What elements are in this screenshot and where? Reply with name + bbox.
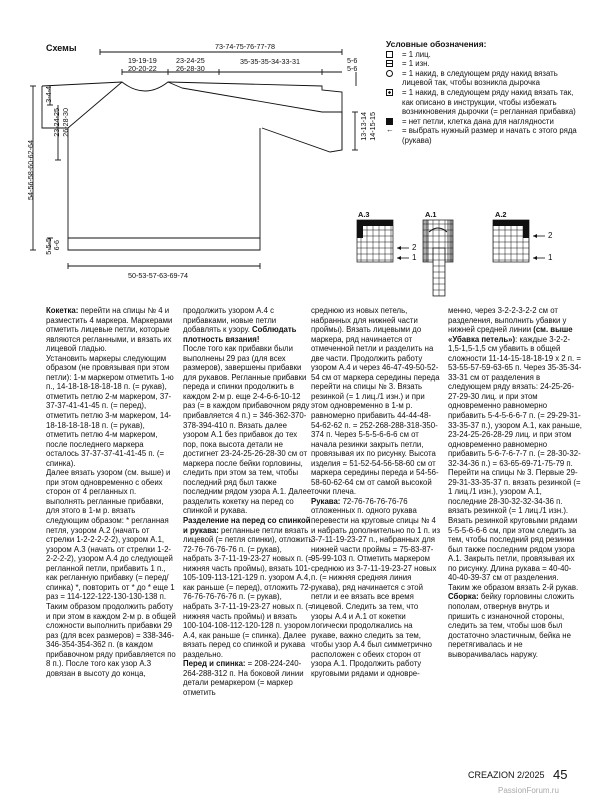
text-column-2: продолжить узором А.4 с прибавками, новые петли добавлять к узору. Соблюдать плотность вязания! После того как прибавки были выполнены 29 раз (для всех размеров), завершены прибавки для рукавов. Регланные прибавки переда и спинки продолжить в каждом 2-м р. еще 2-4-6-6-10-12 раз (= в каждом прибавочном ряду прибавляется 4 п.) = 346-362-370-378-394-410 п. Вязать далее узором А.1 без прибавок до тех пор, пока высота детали не достигнет 23-24-25-26-28-30 см от маркера после бейки горловины, следить при этом за тем, чтобы последний ряд был также последним рядом узора А.1. Далее разделить кокетку на перед со спинкой и рукава. Разделение на перед со спинкой и рукава: регланные петли вязать лицевой (= петля спинки), отложить 72-76-76-76-76 п. (= рукав), набрать 3-7-11-19-23-27 новых п. (= нижняя часть проймы), вязать 101-105-109-113-121-129 п. узором А.4, как раньше (= перед), отложить 72-76-76-76-76-76 п. (= рукав), набрать 3-7-11-19-23-27 новых п. (= нижняя часть проймы) и вязать 100-104-108-112-120-128 п. узором А.4, как раньше (= спинка). Далее вязать перед со спинкой и рукава раздельно. Перед и спинка: = 208-224-240-264-288-312 п. На боковой линии детали ремаркером (= маркер отметить xyxy=(183,306,313,697)
dim-sleeve: 13-13-14 14-15-15 xyxy=(359,112,377,141)
dim-hem-a: 5-5-5 xyxy=(44,238,53,255)
legend-item-knit: = 1 лиц. xyxy=(386,50,586,60)
dim-raglan-1: 3-4-4 xyxy=(44,86,53,103)
text-column-4: менно, через 3-2-2-3-2-2 см от разделения, выполнить убавки у нижней средней линии (см. выше «Убавка петель»): каждые 3-2-2-1,5-1,5-1,5 см убавить в общей сложности 11-14-15-18-18-19 х 2 п. = 53-55-57-59-63-65 п. Через 35-35-34-33-31 см от разделения в следующем ряду вязать: 24-25-26-27-29-30 лиц. и при этом одновременно равномерно прибавить 5-4-5-6-6-7 п. (= 29-29-31-33-35-37 п.), узором А.1, как раньше, 23-24-25-26-28-29 лиц. и при этом одновременно равномерно прибавить 5-6-7-6-7-7 п. (= 28-30-32-32-34-36 п.) = 63-65-69-71-75-79 п. Перейти на спицы № 3. Первые 29-29-31-33-35-37 п. вязать резинкой (= 1 лиц./1 изн.), узором А.1, последние 28-30-32-32-34-36 п. вязать резинкой (= 1 лиц./1 изн.). Вязать резинкой круговыми рядами 5-5-5-6-6-6 см, при этом следить за тем, чтобы последний ряд резинки был также последним рядом узора А.1. Закрыть петли, провязывая их по рисунку. Длина рукава = 40-40-40-40-39-37 см от разделения. Таким же образом вязать 2-й рукав. Сборка: бейку горловины сложить пополам, отвернув внутрь и пришить с изнаночной стороны, следить за тем, чтобы шов был достаточно эластичным, бейка не перетягивалась и не выворачивалась наружу. xyxy=(448,306,582,659)
legend-item-nostitch: = нет петли, клетка дана для наглядности xyxy=(386,117,586,127)
magazine-name: CREAZION 2/2025 xyxy=(468,770,545,780)
legend-title: Условные обозначения: xyxy=(386,39,487,49)
scheme-title: Схемы xyxy=(46,43,77,53)
text-column-1: Кокетка: перейти на спицы № 4 и разместить 4 маркера. Маркерами отметить лицевые петли, которые являются регланными, и вязать их лицевой гладью. Установить маркеры следующим образом (не провязывая при этом петли): 1-м маркером отметить 1-ю п., 14-18-18-18-18-18 п. (= рукав), отметить петлю 2-м маркером, 37-37-37-41-41-45 п. (= перед), отметить петлю 3-м маркером, 14-18-18-18-18-18 п. (= рукав), отметить петлю 4-м маркером, после последнего маркера осталось 37-37-37-41-41-45 п. (= спинка). Далее вязать узором (см. выше) и при этом одновременно с обеих сторон от 4 регланных п. выполнять регланные прибавки, для этого в 1-м р. вязать следующим образом: * регланная петля, узором А.2 (начать от стрелки 1-2-2-2-2-2), узором А.1, узором А.3 (начать от стрелки 1-2-2-2-2-2), узором А.4 до следующей регланной петли, прибавить 1 п., как регланную прибавку (= перед/спинка) *, повторить от * до * еще 1 раз = 114-122-122-130-130-138 п. Таким образом продолжить работу и при этом в каждом 2-м р. в общей сложности выполнить прибавки 29 раз (для всех размеров) = 338-346-346-354-354-362 п. (в каждом прибавочном ряду прибавляется по 8 п.). После того как узор А.3 довязан в высоту до конца, xyxy=(46,306,176,678)
dim-top-total: 73-74-75-76-77-78 xyxy=(215,42,275,51)
chart-a2-label: A.2 xyxy=(495,210,507,219)
legend-item-raglan: = 1 накид, в следующем ряду накид вязать так, как описано в инструкции, чтобы избежать возникновения дырочки (= регланная прибавка) xyxy=(386,88,586,117)
chart-a3-label: A.3 xyxy=(358,210,370,219)
arrow-icon: ← xyxy=(386,125,394,135)
dim-shoulder-a: 23-24-25 26-28-30 xyxy=(176,56,205,73)
assembly-heading: Сборка: xyxy=(448,592,479,602)
sleeves-heading: Рукава: xyxy=(311,496,341,506)
front-back-heading: Перед и спинка: xyxy=(183,659,246,669)
garment-schematic xyxy=(0,0,380,300)
purl-symbol-icon xyxy=(386,60,393,67)
watermark: PassionForum.ru xyxy=(498,786,559,795)
no-stitch-symbol-icon xyxy=(386,118,393,125)
text-column-3: среднюю из новых петель, набранных для нижней части проймы). Вязать лицевыми до маркера, ряд начинается от отмеченной петли и разделить на две части. Продолжить работу узором А.4 и через 46-47-49-50-52-54 см от маркера середины переда перейти на спицы № 3. Вязать резинкой (= 1 лиц./1 изн.) и при этом одновременно в 1-м р. равномерно прибавить 44-44-48-54-62-62 п. = 252-268-288-318-350-374 п. Через 5-5-5-6-6-6 см от начала резинки закрыть петли, провязывая их по рисунку. Высота изделия = 51-52-54-56-58-60 см от маркера середины переда и 54-56-58-60-62-64 см от самой высокой точки плеча. Рукава: 72-76-76-76-76-76 отложенных п. одного рукава перевести на круговые спицы № 4 и набрать дополнительно по 1 п. из 3-7-11-19-23-27 п., набранных для нижней части проймы = 75-83-87-95-99-103 п. Отметить маркером среднюю из 3-7-11-19-23-27 новых п. (= нижняя средняя линия рукава), ряд начинается с этой петли и ее вязать все время лицевой. Следить за тем, что узоры А.4 и А.1 от кокетки логически продолжались на рукаве, важно следить за тем, чтобы узор А.4 был симметрично расположен с обеих сторон от узора А.1. Продолжить работу круговыми рядами и одновре- xyxy=(311,306,441,678)
legend-item-arrow: ← = выбрать нужный размер и начать с этого ряда (рукава) xyxy=(386,125,577,145)
page-number: 45 xyxy=(553,767,568,782)
dim-total-height: 54-56-58-60-62-64 xyxy=(26,140,35,200)
knit-symbol-icon xyxy=(386,51,393,58)
chart-a2-arrow-1: 1 xyxy=(548,253,553,262)
legend xyxy=(386,40,586,146)
legend-item-yarnover: = 1 накид, в следующем ряду накид вязать лицевой так, чтобы возникла дырочка xyxy=(386,69,586,88)
chart-a3-arrow-2: 2 xyxy=(412,243,417,252)
yarnover-symbol-icon xyxy=(386,70,393,77)
chart-a1-label: A.1 xyxy=(425,210,437,219)
raglan-symbol-icon xyxy=(386,89,393,96)
division-heading: Разделение на перед со спинкой и рукава: xyxy=(183,516,311,535)
dim-neck-width: 19-19-19 20-20-22 xyxy=(128,56,157,73)
dim-shoulder-b: 35-35-35-34-33-31 xyxy=(240,57,300,66)
yoke-heading: Кокетка: xyxy=(46,306,79,315)
dim-raglan-2: 23-24-25 26-28-30 xyxy=(52,108,70,137)
chart-a3-arrow-1: 1 xyxy=(412,253,417,262)
dim-hem-b: 6-6 xyxy=(52,240,61,251)
dim-neck-drop: 5-6 5-6 xyxy=(347,56,358,73)
dim-bottom-width: 50-53-57-63-69-74 xyxy=(128,271,188,280)
legend-item-purl: = 1 изн. xyxy=(386,59,586,69)
chart-a2-arrow-2: 2 xyxy=(548,231,553,240)
